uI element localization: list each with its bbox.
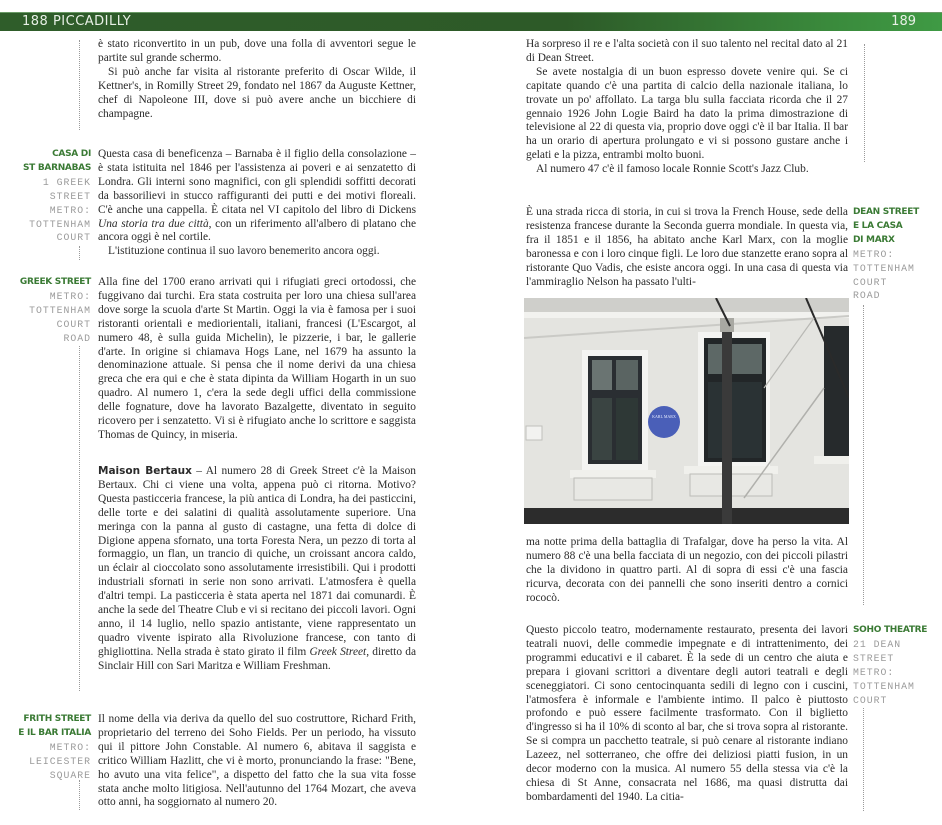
- venue-name: Maison Bertaux: [98, 465, 192, 477]
- metro-info: SQUARE: [49, 769, 91, 781]
- building-facade-illustration: [524, 298, 849, 524]
- intro-paragraph: è stato riconvertito in un pub, dove una folla di avventori segue le partite sul grande schermo.: [98, 38, 416, 64]
- casa-barnabas-text: [98, 148, 416, 259]
- right-page-number: 189: [891, 14, 916, 29]
- film-title: Greek Street: [309, 645, 367, 658]
- metro-info: ROAD: [63, 332, 91, 344]
- dean-street-text-continued: [526, 536, 848, 606]
- body-paragraph: ma notte prima della battaglia di Trafalgar, dove ha perso la vita. Al numero 88 c'è una bella facciata di un negozio, con dei piccoli pilastri che la dividono in quattro parti. Al di sopra di essi c'è una fascia ricurva, decorata con dei pannelli che sono inseriti dentro a cornici rococò.: [526, 536, 848, 604]
- metro-info: LEICESTER: [29, 755, 91, 767]
- margin-rule: [863, 305, 864, 605]
- metro-info: COURT: [853, 276, 888, 288]
- section-title: E LA CASA: [853, 220, 903, 231]
- address-info: 1 GREEK: [42, 176, 91, 188]
- metro-info: ROAD: [853, 290, 881, 302]
- soho-theatre-text: [526, 624, 848, 805]
- metro-info: METRO:: [49, 204, 91, 216]
- section-title: GREEK STREET: [19, 277, 91, 287]
- margin-rule: [79, 246, 80, 260]
- body-paragraph: Al numero 47 c'è il famoso locale Ronnie Scott's Jazz Club.: [536, 163, 809, 176]
- metro-info: COURT: [56, 318, 91, 330]
- running-header: [0, 12, 942, 31]
- section-title: CASA DI: [52, 149, 91, 159]
- metro-info: TOTTENHAM: [853, 680, 915, 692]
- greek-street-text: [98, 276, 416, 443]
- plaque-text: KARL MARX: [652, 414, 676, 419]
- address-info: 21 DEAN: [853, 638, 902, 650]
- metro-info: TOTTENHAM: [853, 262, 915, 274]
- sidebar-dean-street: [853, 206, 942, 303]
- margin-rule: [863, 708, 864, 811]
- intro-paragraph: Si può anche far visita al ristorante preferito di Oscar Wilde, il Kettner's, in Romilly Street 29, fondato nel 1867 da Auguste Kettner, chef di Napoleone III, dove si può avere anche un bicchiere di champagne.: [98, 65, 416, 120]
- address-info: STREET: [853, 652, 895, 664]
- section-title: SOHO THEATRE: [853, 625, 928, 635]
- body-paragraph: È una strada ricca di storia, in cui si trova la French House, sede della resistenza francese durante la Seconda guerra mondiale. In questa via, fra il 1851 e il 1856, ha abitato anche Karl Marx, con la moglie baronessa e con i loro cinque figli. Le loro due stanzette erano sopra al ristorante Quo Vadis, che esiste ancora oggi. In una casa di questa via l'ammiraglio Nelson ha passato l'ulti-: [526, 206, 848, 288]
- left-intro: [98, 38, 416, 121]
- book-title: Una storia tra due città: [98, 217, 209, 230]
- dean-street-text: [526, 206, 848, 289]
- address-info: STREET: [49, 190, 91, 202]
- body-paragraph: Maison Bertaux – Al numero 28 di Greek Street c'è la Maison Bertaux. Chi ci viene una volta, appena può ci ritorna. Motivo? Questa pasticceria francese, la più antica di Londra, ha dei pasticcini, delle torte e dei salatini di qualità assolutamente superiore. Una meringa con la panna al gusto di castagne, una fetta di dolce di Digione appena sfornato, una torta Foresta Nera, un pezzo di torta al formaggio, un flan, un trancio di quiche, un croissant ancora caldo, un éclair al cioccolato sono assolutamente irresistibili. Qui i prodotti industriali sfornati in serie non sono arrivati. L'atmosfera è quella d'altri tempi. La pasticceria è stata aperta nel 1871 dai comunardi. È anche la sede del Theatre Club e vi si recitano dei piccoli lavori. Ogni anno, il 14 luglio, nello spazio antistante, viene rappresentato un quadro vivente ispirato alla Rivoluzione francese, con tanto di ghigliottina. Nella strada è stato girato il film Greek Street, diretto da Sinclair Hill con Sari Maritza e William Freshman.: [98, 465, 417, 672]
- metro-info: TOTTENHAM: [29, 218, 91, 230]
- body-paragraph: L'istituzione continua il suo lavoro benemerito ancora oggi.: [108, 245, 380, 258]
- sidebar-soho-theatre: [853, 624, 942, 707]
- metro-info: METRO:: [853, 666, 895, 678]
- margin-rule: [79, 780, 80, 810]
- metro-info: METRO:: [49, 741, 91, 753]
- metro-info: TOTTENHAM: [29, 304, 91, 316]
- karl-marx-house-photo: [524, 298, 849, 524]
- margin-rule: [864, 44, 865, 162]
- sidebar-casa-barnabas: [0, 148, 91, 245]
- margin-rule: [79, 346, 80, 691]
- margin-rule: [79, 40, 80, 130]
- body-paragraph: Questa casa di beneficenza – Barnaba è il figlio della consolazione – è stata istituita nel 1846 per l'assistenza ai poveri e ai senzatetto di Londra. Gli interni sono magnifici, con gli splendidi soffitti decorati da bassorilievi in stucco raffiguranti dei putti e dei motivi floreali. C'è anche una cappella. È citata nel VI capitolo del libro di Dickens Una storia tra due città, con un riferimento all'albero di platano che ancora oggi è nel cortile.: [98, 148, 417, 244]
- section-title: E IL BAR ITALIA: [18, 727, 91, 738]
- section-title: DI MARX: [853, 234, 895, 245]
- maison-bertaux-text: [98, 465, 416, 674]
- sidebar-frith-street: [0, 713, 91, 783]
- body-paragraph: Il nome della via deriva da quello del suo costruttore, Richard Frith, proprietario del terreno dei Soho Fields. Per un periodo, ha vissuto qui il pittore John Constable. Al numero 6, abitava il saggista e critico William Hazlitt, che vi è morto, pronunciando la frase: "Bene, ho avuto una vita felice", a dispetto del fatto che la sua vita fosse stata anche molto litigiosa. Nell'autunno del 1764 Mozart, che aveva otto anni, ha soggiornato al numero 20.: [98, 713, 416, 809]
- right-intro: [526, 38, 848, 177]
- frith-street-text: [98, 713, 416, 810]
- blue-plaque: [648, 406, 680, 438]
- section-title: ST BARNABAS: [22, 162, 91, 173]
- body-paragraph: Questo piccolo teatro, modernamente restaurato, presenta dei lavori teatrali nuovi, delle commedie impegnate e di intrattenimento, dei programmi educativi e il cabaret. È la sede di un centro che aiuta e prepara i giovani scrittori a diventare degli autori teatrali e degli sceneggiatori. Ci sono centocinquanta sedili di legno con i cuscini, l'atmosfera è informale e l'ambiente intimo. Il palco è piuttosto profondo e può essere facilmente trasformato. Con il biglietto d'ingresso si ha il 10% di sconto al bar, che si trova sopra al ristorante. Se si compra un pacchetto teatrale, si può cenare al ristorante indiano Lazeez, nel sotterraneo, che offre dei deliziosi piatti fusion, in un decor moderno con la musica. Al numero 55 della stessa via c'è la chiesa di St Anne, consacrata nel 1686, ma quasi distrutta dai bombardamenti del 1940. La citia-: [526, 624, 848, 803]
- body-paragraph: Ha sorpreso il re e l'alta società con il suo talento nel recital dato al 21 di Dean Street.: [526, 38, 848, 64]
- sidebar-greek-street: [0, 276, 91, 346]
- metro-info: METRO:: [49, 290, 91, 302]
- metro-info: COURT: [853, 694, 888, 706]
- metro-info: METRO:: [853, 248, 895, 260]
- section-title: FRITH STREET: [23, 714, 91, 724]
- body-paragraph: Alla fine del 1700 erano arrivati qui i rifugiati greci ortodossi, che fuggivano dai turchi. Era stata costruita per loro una chiesa sull'area dove sorge la scuola d'arte St Martin. Oggi la via è famosa per i suoi ristoranti orientali e mediorientali, italiani, francesi (L'Escargot, al numero 48, è sulla guida Michelin), le pizzerie, i bar, le gallerie d'arte. In origine si chiamava Hogs Lane, nel 1679 ha assunto la denominazione attuale. Si pensa che il nome derivi da una chiesa greca che era qui e che è stata dipinta da William Hogarth in un suo quadro. Al numero 1, c'era la sede degli uffici della commissione delle fognature, dove ha lavorato Bazalgette, diventato in seguito ricovero per i senzatetto. Vi si è rifugiato anche lo scrittore e saggista Thomas de Quincy, in miseria.: [98, 276, 416, 441]
- section-title: DEAN STREET: [853, 207, 919, 217]
- body-paragraph: Se avete nostalgia di un buon espresso dovete venire qui. Se ci capitate quando c'è una partita di calcio della nazionale italiana, lo trovate un po' affollato. La targa blu sulla facciata ricorda che il 27 gennaio 1926 John Logie Baird ha dato la prima dimostrazione di televisione al 22 di questa via, proprio dove oggi c'è il bar Italia. Il bar ha un orario di apertura prolungato e vi si possono gustare anche i gelati e la pizza, entrambi molto buoni.: [526, 65, 848, 162]
- metro-info: COURT: [56, 232, 91, 244]
- left-page-header: 188 PICCADILLY: [22, 14, 132, 29]
